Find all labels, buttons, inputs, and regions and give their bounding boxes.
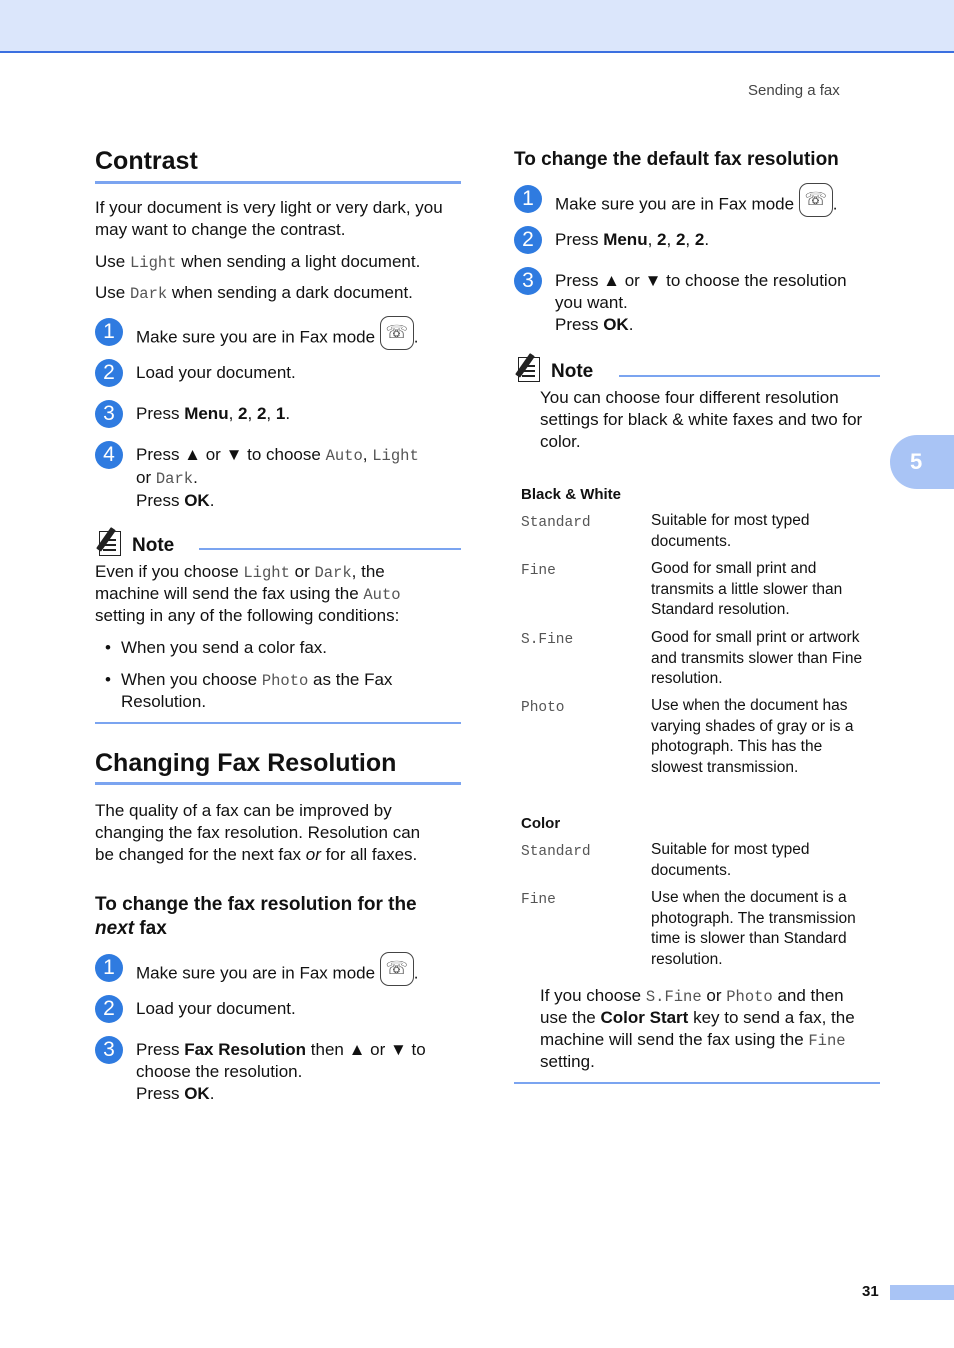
contrast-intro: If your document is very light or very dark, you may want to change the contrast. [95, 198, 443, 239]
bw-table-heading: Black & White [521, 486, 622, 503]
contrast-step-1: 1 Make sure you are in Fax mode ☏ . [95, 318, 123, 346]
note-pencil-icon [516, 353, 548, 383]
default-step-1: 1 Make sure you are in Fax mode ☏ . [514, 185, 542, 213]
step-number: 2 [95, 359, 123, 387]
next-fax-heading-1: To change the fax resolution for the [95, 894, 417, 915]
contrast-note-header [97, 527, 174, 557]
tail-line-2: use the Color Start key to send a fax, the [540, 1008, 855, 1027]
default-step-2 [514, 226, 710, 254]
color-key-fine: Fine [521, 892, 556, 908]
use-light-line [95, 251, 420, 274]
note-label: Note [132, 535, 175, 556]
step-text: Press ▲ or ▼ to choose the resolution you want. Press OK. [555, 271, 847, 334]
bw-desc-fine: Good for small print and transmits a little slower than Standard resolution. [651, 560, 843, 618]
top-header-band [0, 0, 954, 53]
bw-desc-sfine: Good for small print or artwork and transmits slower than Fine resolution. [651, 629, 863, 687]
color-table-heading: Color [521, 815, 561, 832]
contrast-note-line-3: setting in any of the following conditions: [95, 606, 400, 625]
step-text: Make sure you are in Fax mode [136, 963, 376, 983]
running-head: Sending a fax [748, 82, 840, 99]
use-light-post: when sending a light document. [176, 252, 421, 271]
note-bullet-photo-line-2: Resolution. [121, 692, 207, 711]
resolution-note-line-1: You can choose four different resolution [540, 388, 839, 407]
note-rule-top [619, 375, 880, 377]
resolution-title: Changing Fax Resolution [95, 749, 397, 777]
step-number: 2 [514, 226, 542, 254]
step-text: Press ▲ or ▼ to choose Auto, Light or Dark. Press OK. [136, 445, 419, 510]
step-text: Load your document. [136, 363, 296, 382]
resolution-intro-2: changing the fax resolution. Resolution can [95, 823, 421, 842]
step-number: 3 [95, 400, 123, 428]
bw-key-photo: Photo [521, 700, 565, 716]
fax-mode-icon: ☏ [380, 952, 414, 986]
next-step-2 [95, 995, 296, 1023]
contrast-title: Contrast [95, 147, 198, 175]
contrast-step-3 [95, 400, 291, 428]
use-dark-line [95, 282, 413, 305]
step-text: Make sure you are in Fax mode [555, 194, 795, 214]
step-number: 1 [514, 185, 542, 213]
page-number-bar [890, 1285, 954, 1300]
note-rule-bottom [514, 1082, 880, 1084]
resolution-note-header [516, 353, 593, 383]
use-dark-pre: Use [95, 283, 130, 302]
tail-line-1: If you choose S.Fine or Photo and then [540, 986, 844, 1006]
tail-line-3: machine will send the fax using the Fine [540, 1030, 846, 1050]
tail-line-4: setting. [540, 1052, 595, 1071]
resolution-title-rule [95, 782, 461, 785]
bw-key-standard: Standard [521, 515, 591, 531]
step-text: Make sure you are in Fax mode [136, 327, 376, 347]
note-bullet-color-fax: • When you send a color fax. [121, 637, 327, 659]
note-rule-bottom [95, 722, 461, 724]
step-text: Press Menu, 2, 2, 2. [555, 230, 710, 249]
contrast-note-line-1: Even if you choose Light or Dark, the [95, 562, 385, 582]
bw-key-fine: Fine [521, 563, 556, 579]
contrast-step-2 [95, 359, 296, 387]
resolution-intro-1: The quality of a fax can be improved by [95, 801, 392, 820]
contrast-step-4 [95, 441, 419, 510]
next-step-3 [95, 1036, 426, 1103]
color-key-standard: Standard [521, 844, 591, 860]
use-dark-code: Dark [129, 285, 168, 303]
next-step-1: 1 Make sure you are in Fax mode ☏ . [95, 954, 123, 982]
default-resolution-heading: To change the default fax resolution [514, 149, 839, 170]
step-number: 3 [514, 267, 542, 295]
note-rule-top [199, 548, 461, 550]
use-dark-post: when sending a dark document. [167, 283, 413, 302]
step-number: 3 [95, 1036, 123, 1064]
resolution-intro-3: be changed for the next fax or for all faxes. [95, 845, 418, 864]
fax-mode-icon: ☏ [799, 183, 833, 217]
contrast-note-line-2: machine will send the fax using the Auto [95, 584, 401, 604]
use-light-code: Light [129, 254, 177, 272]
bw-desc-standard: Suitable for most typed documents. [651, 512, 810, 550]
color-desc-fine: Use when the document is a photograph. The transmission time is slower than Standard resolution. [651, 889, 856, 968]
step-number: 1 [95, 954, 123, 982]
step-number: 1 [95, 318, 123, 346]
note-bullet-photo: • When you choose Photo as the Fax [121, 669, 392, 692]
resolution-note-line-2: settings for black & white faxes and two for [540, 410, 863, 429]
chapter-tab: 5 [890, 435, 954, 489]
step-text: Load your document. [136, 999, 296, 1018]
default-step-3 [514, 267, 847, 334]
resolution-note-line-3: color. [540, 432, 581, 451]
bw-key-sfine: S.Fine [521, 632, 574, 648]
use-light-pre: Use [95, 252, 130, 271]
page-number: 31 [862, 1283, 879, 1300]
step-text: Press Fax Resolution then ▲ or ▼ to choose the resolution. Press OK. [136, 1040, 426, 1103]
step-number: 4 [95, 441, 123, 469]
note-label: Note [551, 361, 594, 382]
contrast-title-rule [95, 181, 461, 184]
step-text: Press Menu, 2, 2, 1. [136, 404, 291, 423]
color-desc-standard: Suitable for most typed documents. [651, 841, 810, 879]
next-fax-heading-2: next fax [95, 918, 167, 939]
step-number: 2 [95, 995, 123, 1023]
fax-mode-icon: ☏ [380, 316, 414, 350]
note-pencil-icon [97, 527, 129, 557]
bw-desc-photo: Use when the document has varying shades of gray or is a photograph. This has the slowest transmission. [651, 697, 854, 776]
